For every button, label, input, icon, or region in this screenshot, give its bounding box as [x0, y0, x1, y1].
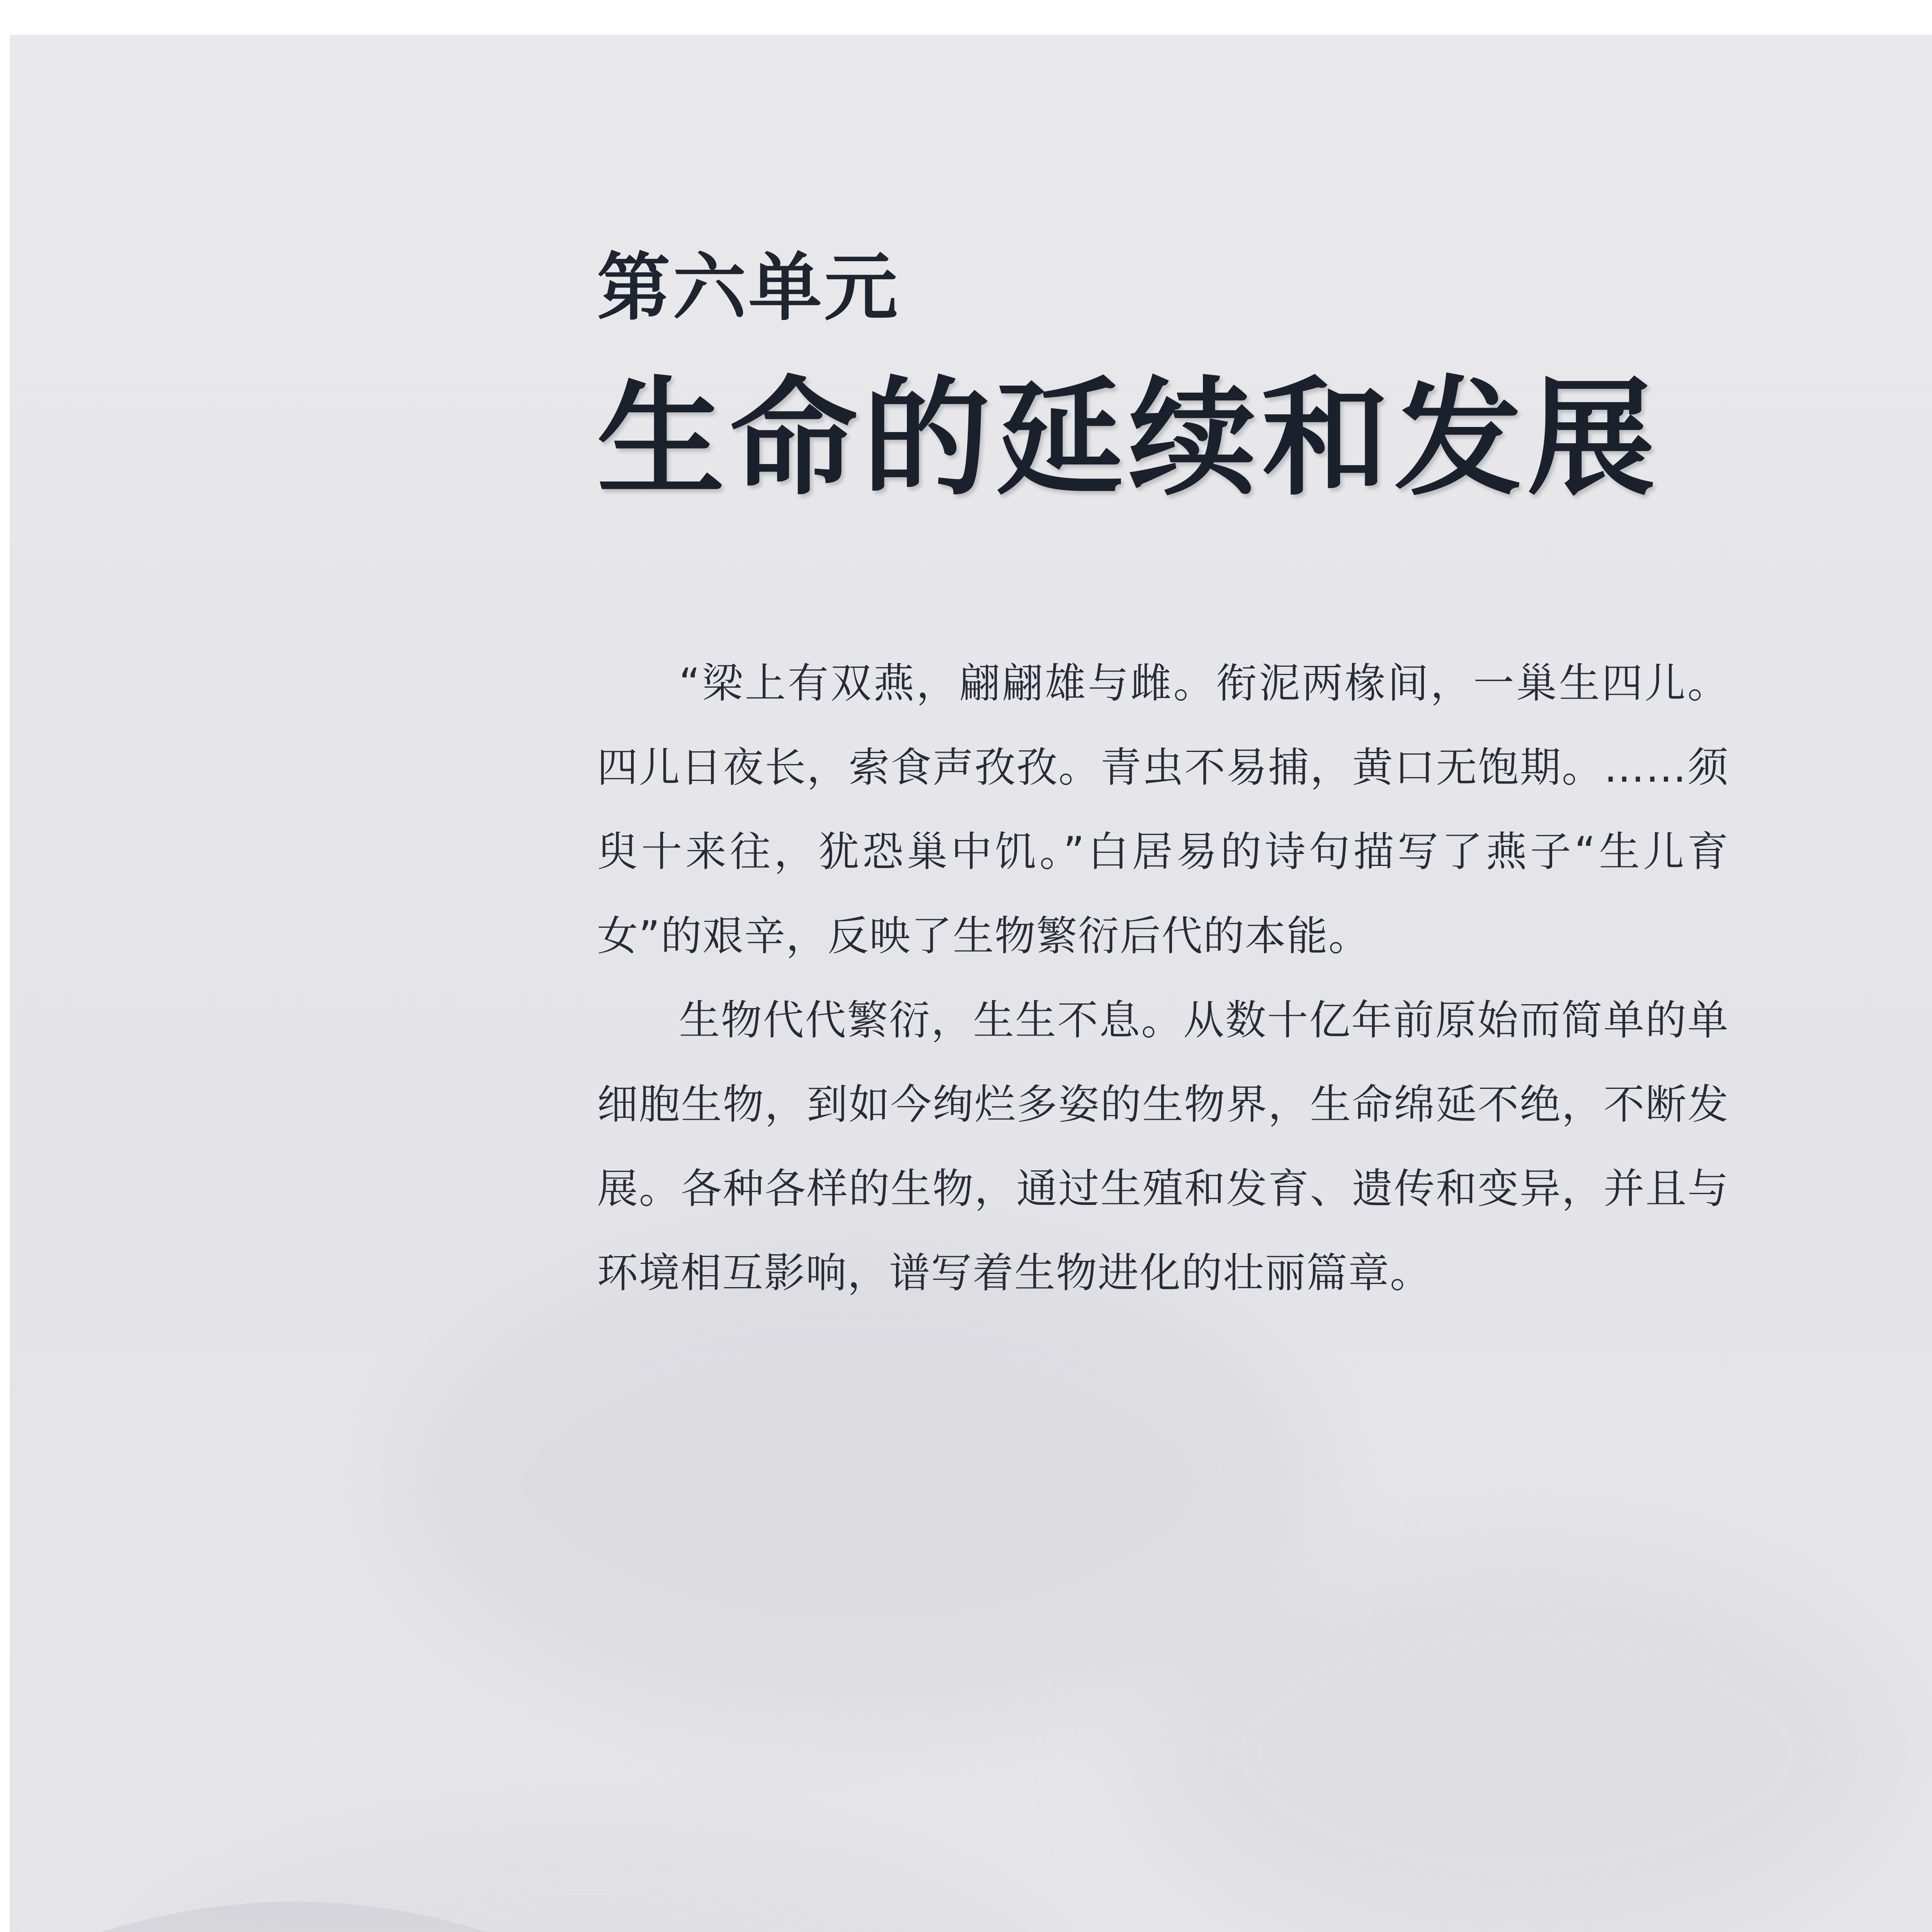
- intro-paragraph: “梁上有双燕，翩翩雄与雌。衔泥两椽间，一巢生四儿。四儿日夜长，索食声孜孜。青虫不易捕，黄口无饱期。……须臾十来往，犹恐巢中饥。”白居易的诗句描写了燕子“生儿育女”的艰辛，反映了生物繁衍后代的本能。: [597, 660, 1729, 960]
- unit-title: 生命的延续和发展: [597, 364, 1660, 513]
- intro-text: [597, 641, 1729, 1315]
- page-sheet: [10, 35, 1932, 1932]
- mountain-ridge-back: [10, 1901, 1285, 1932]
- intro-paragraph: 生物代代繁衍，生生不息。从数十亿年前原始而简单的单细胞生物，到如今绚烂多姿的生物界，生命绵延不绝，不断发展。各种各样的生物，通过生殖和发育、遗传和变异，并且与环境相互影响，谱写着生物进化的壮丽篇章。: [597, 997, 1729, 1297]
- unit-label: 第六单元: [597, 245, 900, 330]
